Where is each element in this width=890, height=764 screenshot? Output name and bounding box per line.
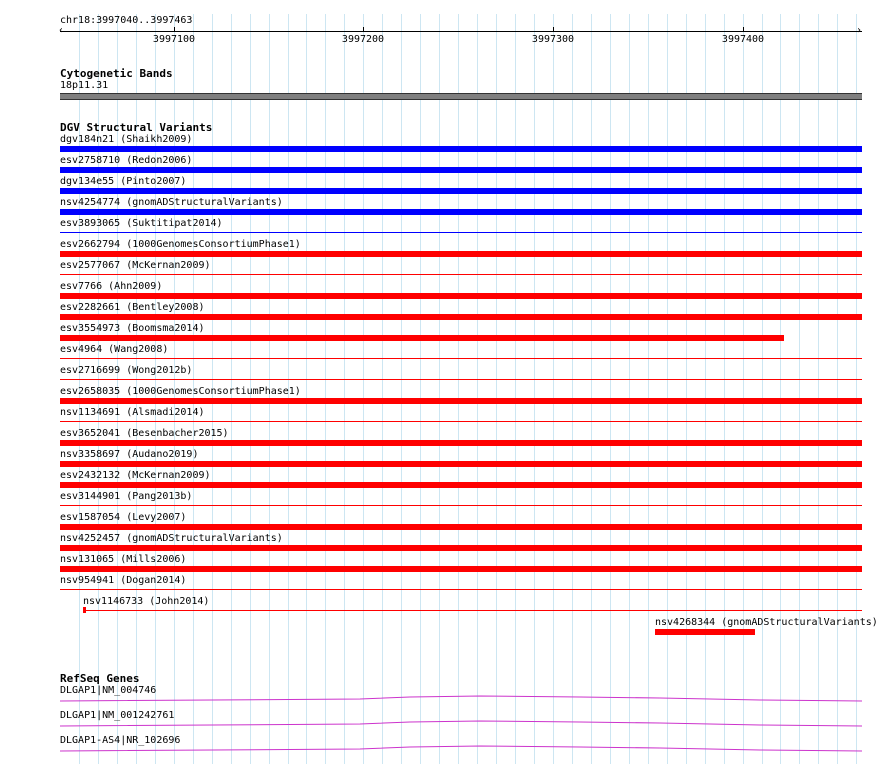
dgv-variant-label: nsv1134691 (Alsmadi2014) bbox=[60, 407, 205, 418]
dgv-variant-bar[interactable] bbox=[60, 314, 862, 320]
dgv-variant-line[interactable] bbox=[83, 610, 862, 611]
dgv-variant-bar[interactable] bbox=[60, 461, 862, 467]
gridline bbox=[743, 14, 744, 764]
dgv-variant-label: nsv1146733 (John2014) bbox=[83, 596, 210, 607]
dgv-variant-label: nsv131065 (Mills2006) bbox=[60, 554, 187, 565]
dgv-variant-bar[interactable] bbox=[60, 566, 862, 572]
dgv-variant-line[interactable] bbox=[60, 505, 862, 506]
dgv-variant-bar[interactable] bbox=[60, 335, 784, 341]
ruler-tick bbox=[743, 27, 744, 32]
dgv-variant-label: esv4964 (Wang2008) bbox=[60, 344, 169, 355]
cytoband-label: 18p11.31 bbox=[60, 80, 109, 91]
gridline bbox=[686, 14, 687, 764]
refseq-gene-label: DLGAP1|NM_001242761 bbox=[60, 710, 175, 721]
gridline bbox=[401, 14, 402, 764]
dgv-variant-bar[interactable] bbox=[60, 524, 862, 530]
dgv-variant-bar[interactable] bbox=[60, 251, 862, 257]
gridline bbox=[724, 14, 725, 764]
gridline bbox=[780, 14, 781, 764]
dgv-variant-line[interactable] bbox=[60, 589, 862, 590]
gridline bbox=[420, 14, 421, 764]
dgv-variant-bar[interactable] bbox=[60, 398, 862, 404]
gridline bbox=[629, 14, 630, 764]
dgv-variant-label: dgv184n21 (Shaikh2009) bbox=[60, 134, 193, 145]
ruler-arrow-left-icon: ‹ bbox=[58, 25, 65, 36]
gridline bbox=[856, 14, 857, 764]
gridline bbox=[439, 14, 440, 764]
gridline bbox=[610, 14, 611, 764]
gridline bbox=[458, 14, 459, 764]
dgv-variant-line[interactable] bbox=[60, 421, 862, 422]
gridline bbox=[363, 14, 364, 764]
ruler-tick bbox=[174, 27, 175, 32]
gridline bbox=[705, 14, 706, 764]
gridline bbox=[572, 14, 573, 764]
ruler-tick-label: 3997300 bbox=[531, 34, 575, 45]
dgv-variant-label: nsv954941 (Dogan2014) bbox=[60, 575, 187, 586]
dgv-variant-label: esv7766 (Ahn2009) bbox=[60, 281, 163, 292]
dgv-variant-line[interactable] bbox=[60, 274, 862, 275]
dgv-variant-bar[interactable] bbox=[60, 293, 862, 299]
ruler-tick bbox=[363, 27, 364, 32]
gridline bbox=[648, 14, 649, 764]
dgv-variant-bar[interactable] bbox=[60, 188, 862, 194]
dgv-variant-label: esv2716699 (Wong2012b) bbox=[60, 365, 193, 376]
ruler-tick-label: 3997100 bbox=[152, 34, 196, 45]
gridline bbox=[534, 14, 535, 764]
cytoband-track-title[interactable]: Cytogenetic Bands bbox=[60, 67, 173, 80]
refseq-gene-label: DLGAP1|NM_004746 bbox=[60, 685, 157, 696]
dgv-variant-line[interactable] bbox=[60, 358, 862, 359]
ruler-axis-line bbox=[60, 31, 862, 32]
dgv-variant-label: esv3893065 (Suktitipat2014) bbox=[60, 218, 223, 229]
refseq-gene-line[interactable] bbox=[60, 695, 862, 703]
cytoband-bar[interactable] bbox=[60, 93, 862, 100]
dgv-variant-label: esv2282661 (Bentley2008) bbox=[60, 302, 205, 313]
dgv-variant-bar[interactable] bbox=[60, 440, 862, 446]
gridline bbox=[496, 14, 497, 764]
gridline bbox=[382, 14, 383, 764]
dgv-variant-label: nsv3358697 (Audano2019) bbox=[60, 449, 199, 460]
dgv-variant-label: esv2758710 (Redon2006) bbox=[60, 155, 193, 166]
dgv-variant-bar[interactable] bbox=[60, 482, 862, 488]
gridline bbox=[515, 14, 516, 764]
dgv-variant-bar[interactable] bbox=[655, 629, 755, 635]
gridline bbox=[344, 14, 345, 764]
refseq-track-title[interactable]: RefSeq Genes bbox=[60, 672, 140, 685]
ruler-tick bbox=[553, 27, 554, 32]
ruler-arrow-right-icon: › bbox=[856, 25, 863, 36]
dgv-variant-line[interactable] bbox=[60, 379, 862, 380]
refseq-gene-label: DLGAP1-AS4|NR_102696 bbox=[60, 735, 181, 746]
dgv-variant-label: esv2658035 (1000GenomesConsortiumPhase1) bbox=[60, 386, 301, 397]
dgv-variant-bar[interactable] bbox=[60, 545, 862, 551]
gridline bbox=[591, 14, 592, 764]
dgv-variant-label: esv3144901 (Pang2013b) bbox=[60, 491, 193, 502]
refseq-gene-line[interactable] bbox=[60, 720, 862, 728]
gridline bbox=[837, 14, 838, 764]
dgv-variant-bar[interactable] bbox=[60, 167, 862, 173]
dgv-variant-label: esv1587054 (Levy2007) bbox=[60, 512, 187, 523]
dgv-variant-label: esv2432132 (McKernan2009) bbox=[60, 470, 211, 481]
refseq-gene-line[interactable] bbox=[60, 745, 862, 753]
dgv-variant-label: esv3652041 (Besenbacher2015) bbox=[60, 428, 229, 439]
dgv-variant-label: dgv134e55 (Pinto2007) bbox=[60, 176, 187, 187]
dgv-variant-label: nsv4268344 (gnomADStructuralVariants) bbox=[655, 617, 878, 628]
dgv-variant-label: esv2662794 (1000GenomesConsortiumPhase1) bbox=[60, 239, 301, 250]
gridline bbox=[306, 14, 307, 764]
dgv-variant-bar[interactable] bbox=[60, 209, 862, 215]
gridline bbox=[762, 14, 763, 764]
ruler-location: chr18:3997040..3997463 bbox=[60, 15, 193, 26]
gridline bbox=[477, 14, 478, 764]
dgv-variant-label: nsv4254774 (gnomADStructuralVariants) bbox=[60, 197, 283, 208]
gridline bbox=[667, 14, 668, 764]
ruler-tick-label: 3997400 bbox=[721, 34, 765, 45]
gridline bbox=[799, 14, 800, 764]
ruler-tick-label: 3997200 bbox=[341, 34, 385, 45]
dgv-track-title[interactable]: DGV Structural Variants bbox=[60, 121, 213, 134]
dgv-variant-label: esv3554973 (Boomsma2014) bbox=[60, 323, 205, 334]
gridline bbox=[325, 14, 326, 764]
gridline bbox=[818, 14, 819, 764]
dgv-variant-label: esv2577067 (McKernan2009) bbox=[60, 260, 211, 271]
dgv-variant-bar[interactable] bbox=[60, 146, 862, 152]
dgv-variant-line[interactable] bbox=[60, 232, 862, 233]
gridline bbox=[553, 14, 554, 764]
dgv-variant-label: nsv4252457 (gnomADStructuralVariants) bbox=[60, 533, 283, 544]
